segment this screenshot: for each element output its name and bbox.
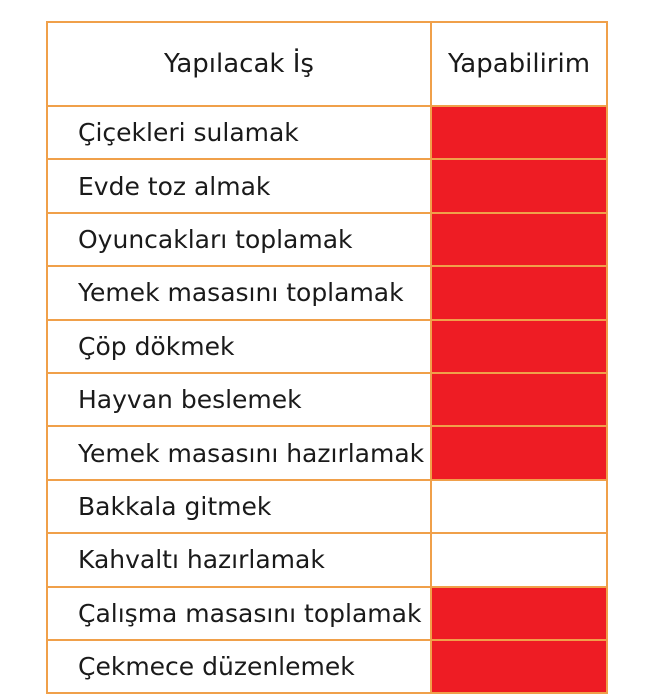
can-do-cell[interactable] [431,640,607,693]
can-do-cell[interactable] [431,106,607,159]
can-do-cell[interactable] [431,213,607,266]
table-row [47,480,607,533]
table-row [47,106,607,159]
header-task: Yapılacak İş [47,22,431,106]
table-row [47,159,607,212]
can-do-cell[interactable] [431,373,607,426]
task-label: Evde toz almak [47,159,431,212]
task-label: Kahvaltı hazırlamak [47,533,431,586]
task-label: Çöp dökmek [47,320,431,373]
table-row [47,533,607,586]
table-row [47,640,607,693]
table-row [47,266,607,319]
can-do-cell[interactable] [431,480,607,533]
table-row [47,320,607,373]
task-label: Yemek masasını toplamak [47,266,431,319]
table-row [47,426,607,479]
task-label: Çiçekleri sulamak [47,106,431,159]
task-label: Bakkala gitmek [47,480,431,533]
task-label: Çalışma masasını toplamak [47,587,431,640]
header-can-do: Yapabilirim [431,22,607,106]
task-label: Oyuncakları toplamak [47,213,431,266]
can-do-cell[interactable] [431,320,607,373]
can-do-cell[interactable] [431,266,607,319]
task-label: Çekmece düzenlemek [47,640,431,693]
task-label: Hayvan beslemek [47,373,431,426]
header-row [47,22,607,106]
can-do-cell[interactable] [431,587,607,640]
table-row [47,213,607,266]
table-row [47,373,607,426]
can-do-cell[interactable] [431,159,607,212]
can-do-cell[interactable] [431,533,607,586]
task-label: Yemek masasını hazırlamak [47,426,431,479]
chores-table [46,21,608,694]
can-do-cell[interactable] [431,426,607,479]
table-row [47,587,607,640]
